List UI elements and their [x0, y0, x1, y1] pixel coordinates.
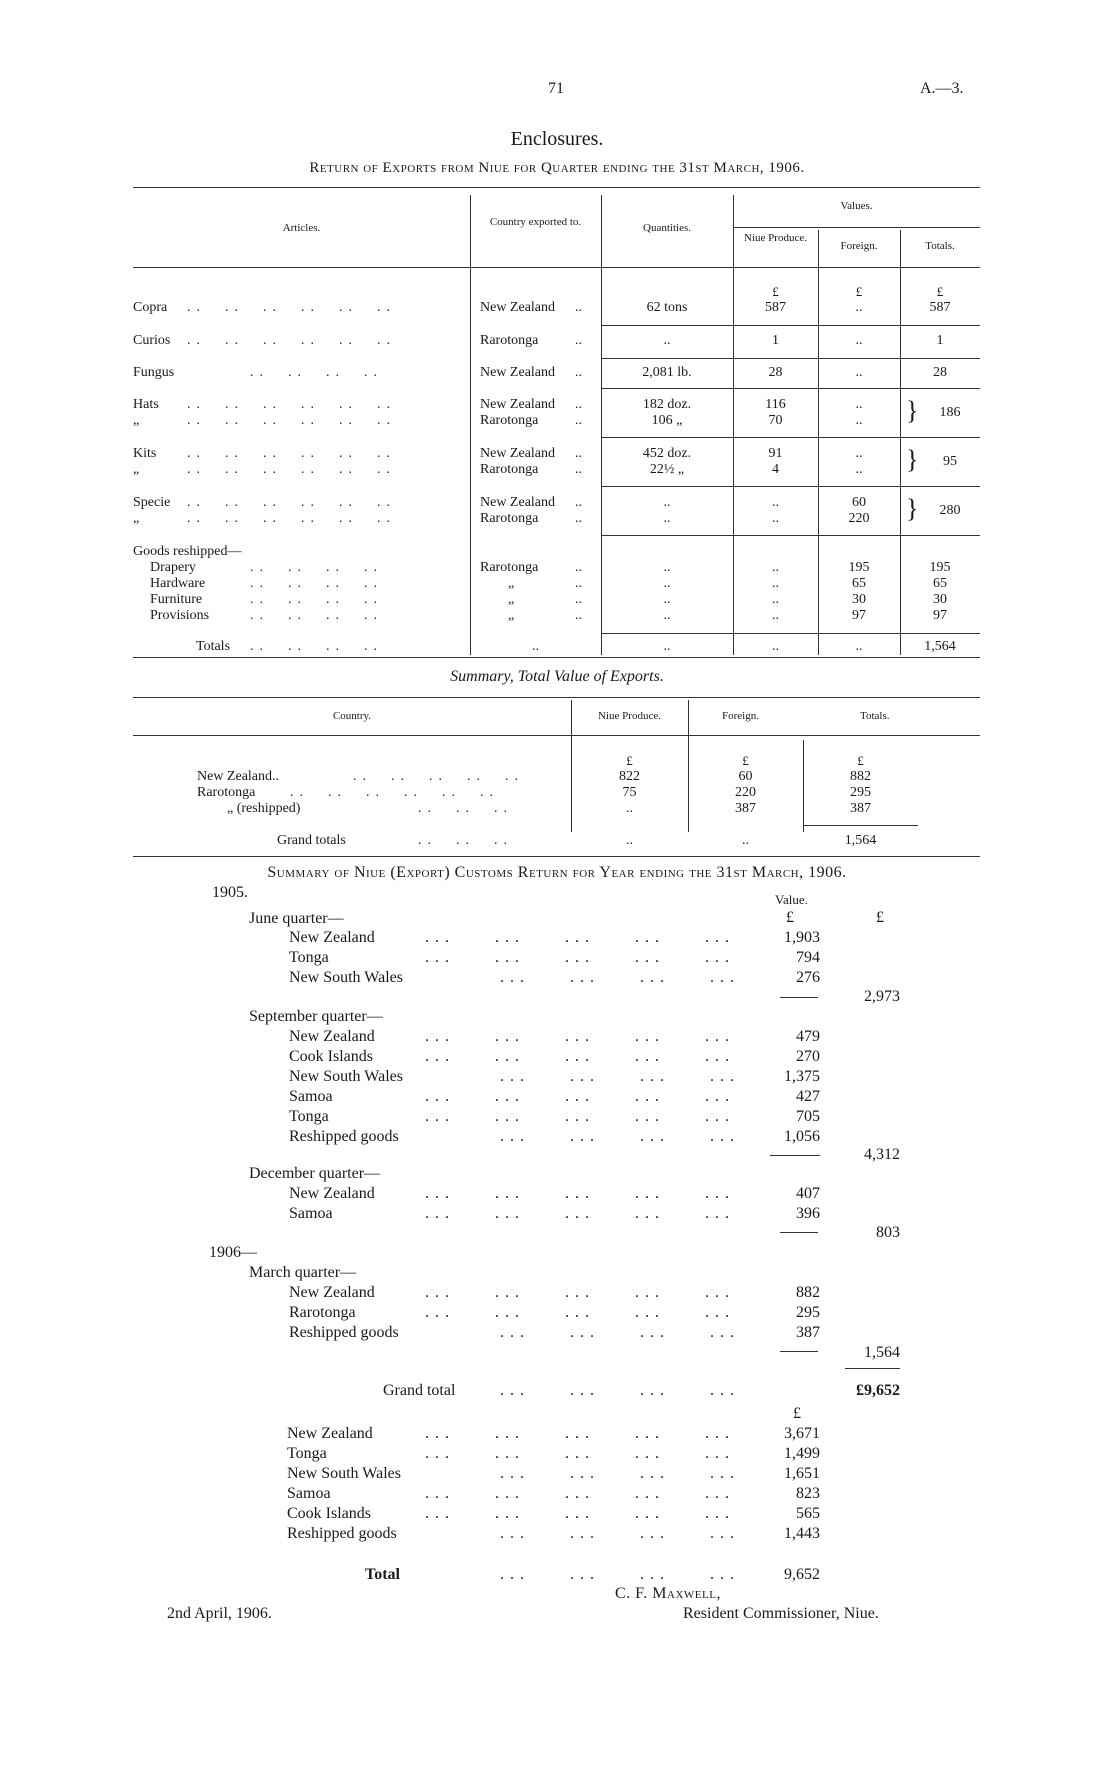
header-country: Country. — [332, 710, 372, 722]
table-rule — [601, 535, 980, 536]
year-label: 1906— — [209, 1244, 257, 1261]
place-cell: New South Wales — [289, 969, 403, 986]
place-cell: New Zealand — [289, 1185, 375, 1202]
grand-total-label: Grand total — [383, 1382, 456, 1399]
table-rule — [133, 697, 980, 698]
total-label: Total — [365, 1566, 400, 1583]
article-cell: Kits — [133, 446, 157, 461]
niue-cell: .. — [772, 639, 779, 654]
value-cell: 3,671 — [784, 1425, 820, 1442]
document-ref: A.—3. — [920, 80, 964, 97]
niue-cell: .. — [772, 608, 779, 623]
place-cell: Samoa — [287, 1485, 331, 1502]
article-cell: „ — [133, 413, 140, 428]
header-totals: Totals. — [925, 240, 955, 252]
country-cell: Rarotonga — [480, 511, 539, 526]
article-cell: Furniture — [150, 592, 203, 607]
total-cell: 587 — [929, 300, 951, 315]
grand-total-cell: 1,564 — [924, 639, 956, 654]
grand-total-cell: 1,564 — [844, 833, 877, 848]
header-quantities: Quantities. — [643, 222, 691, 234]
leader-dots: ... ... ... ... — [500, 1566, 740, 1583]
leader-dots: ... ... ... ... ... — [425, 1088, 735, 1105]
subtotal-rule — [780, 997, 818, 998]
article-cell: Drapery — [150, 560, 196, 575]
table-rule — [601, 358, 980, 359]
country-cell: „ — [508, 608, 515, 623]
article-cell: Specie — [133, 495, 171, 510]
country-cell: „ (reshipped) — [227, 801, 301, 816]
place-cell: New South Wales — [289, 1068, 403, 1085]
leader-dots: .. — [575, 511, 582, 526]
total-cell: 97 — [933, 608, 947, 623]
quantity-cell: .. — [663, 511, 671, 526]
place-cell: Tonga — [289, 1108, 329, 1125]
leader-dots: .. .. .. .. .. .. — [187, 511, 396, 526]
quantity-cell: 452 doz. — [642, 446, 692, 461]
niue-cell: .. — [626, 801, 633, 816]
foreign-cell: 387 — [735, 801, 756, 816]
niue-cell: 70 — [768, 413, 783, 428]
subtotal-cell: 4,312 — [864, 1146, 900, 1163]
niue-cell: .. — [772, 495, 779, 510]
leader-dots: ... ... ... ... ... — [425, 1205, 735, 1222]
leader-dots: .. .. .. .. .. .. — [290, 785, 499, 800]
customs-title: Summary of Niue (Export) Customs Return for Year ending the 31st March, 1906. — [267, 864, 847, 881]
total-cell: 882 — [850, 769, 871, 784]
total-cell: 295 — [850, 785, 871, 800]
table-rule — [601, 437, 980, 438]
foreign-cell: 220 — [735, 785, 756, 800]
subtotal-rule — [770, 1155, 820, 1156]
niue-cell: .. — [772, 592, 779, 607]
country-cell: New Zealand — [480, 446, 556, 461]
value-cell: 427 — [796, 1088, 820, 1105]
place-cell: New Zealand — [287, 1425, 373, 1442]
table-rule — [601, 388, 980, 389]
foreign-cell: .. — [855, 365, 863, 380]
leader-dots: .. — [575, 413, 582, 428]
quantity-cell: .. — [663, 592, 671, 607]
total-cell: 387 — [850, 801, 871, 816]
leader-dots: .. .. .. .. .. .. — [187, 495, 396, 510]
subtotal-cell: 2,973 — [864, 988, 900, 1005]
grand-total-value: £9,652 — [856, 1382, 900, 1399]
leader-dots: .. .. .. .. .. .. — [187, 413, 396, 428]
country-cell: Rarotonga — [480, 413, 539, 428]
header-country: Country exported to. — [489, 216, 582, 228]
niue-cell: 91 — [768, 446, 783, 461]
brace-glyph: } — [906, 445, 919, 474]
article-cell: Hardware — [150, 576, 206, 591]
leader-dots: .. — [575, 365, 582, 380]
leader-dots: ... ... ... ... — [500, 1324, 740, 1341]
table-rule — [733, 227, 980, 228]
place-cell: Reshipped goods — [289, 1128, 399, 1145]
total-cell: 195 — [929, 560, 951, 575]
country-cell: New Zealand — [480, 300, 556, 315]
year-label: 1905. — [212, 884, 248, 901]
header-totals: Totals. — [860, 710, 890, 722]
leader-dots: ... ... ... ... — [500, 1465, 740, 1482]
header-foreign: Foreign. — [722, 710, 759, 722]
article-cell: Copra — [133, 300, 168, 315]
subtotal-cell: 803 — [876, 1224, 900, 1241]
place-cell: Cook Islands — [289, 1048, 373, 1065]
subtotal-rule — [845, 1368, 900, 1369]
value-cell: 565 — [796, 1505, 820, 1522]
niue-cell: 28 — [768, 365, 783, 380]
place-cell: Samoa — [289, 1205, 333, 1222]
leader-dots: .. .. .. — [418, 833, 513, 848]
place-cell: New South Wales — [287, 1465, 401, 1482]
leader-dots: ... ... ... ... ... — [425, 1304, 735, 1321]
place-cell: Rarotonga — [289, 1304, 356, 1321]
total-value: 9,652 — [784, 1566, 820, 1583]
country-cell: „ — [508, 576, 515, 591]
niue-cell: .. — [772, 560, 779, 575]
foreign-cell: 65 — [852, 576, 866, 591]
leader-dots: .. — [575, 300, 582, 315]
leader-dots: .. — [575, 608, 582, 623]
leader-dots: .. .. .. .. — [250, 592, 383, 607]
leader-dots: ... ... ... ... ... — [425, 1048, 735, 1065]
header-foreign: Foreign. — [840, 240, 878, 252]
leader-dots: .. — [575, 592, 582, 607]
leader-dots: .. — [575, 576, 582, 591]
country-cell: „ — [508, 592, 515, 607]
leader-dots: ... ... ... ... — [500, 1525, 740, 1542]
country-cell: New Zealand.. — [197, 769, 280, 784]
place-cell: Tonga — [289, 949, 329, 966]
leader-dots: ... ... ... ... ... — [425, 1108, 735, 1125]
value-cell: 407 — [796, 1185, 820, 1202]
quantity-cell: 182 doz. — [642, 397, 692, 412]
table-rule — [601, 325, 980, 326]
leader-dots: .. .. .. .. — [250, 608, 383, 623]
foreign-cell: 60 — [738, 769, 753, 784]
place-cell: New Zealand — [289, 1028, 375, 1045]
leader-dots: ... ... ... ... ... — [425, 1284, 735, 1301]
value-cell: 479 — [796, 1028, 820, 1045]
quantity-cell: .. — [663, 608, 671, 623]
leader-dots: .. — [575, 446, 582, 461]
table-rule — [133, 187, 980, 188]
table-rule — [601, 486, 980, 487]
foreign-cell: .. — [855, 446, 863, 461]
value-cell: 882 — [796, 1284, 820, 1301]
value-cell: 1,499 — [784, 1445, 820, 1462]
subtotal-rule — [780, 1232, 818, 1233]
pound-sign: £ — [626, 753, 633, 768]
value-cell: 295 — [796, 1304, 820, 1321]
quarter-label: December quarter— — [249, 1165, 381, 1182]
quantity-cell: .. — [663, 576, 671, 591]
total-cell: 30 — [933, 592, 947, 607]
table-rule — [133, 735, 980, 736]
article-cell: „ — [133, 462, 140, 477]
quantity-cell: .. — [663, 333, 671, 348]
country-cell: New Zealand — [480, 495, 556, 510]
table-rule — [601, 633, 980, 634]
foreign-cell: .. — [855, 397, 863, 412]
niue-cell: 1 — [772, 333, 779, 348]
leader-dots: .. — [575, 397, 582, 412]
leader-dots: ... ... ... ... ... — [425, 1185, 735, 1202]
pound-sign: £ — [876, 909, 884, 926]
place-cell: Reshipped goods — [289, 1324, 399, 1341]
foreign-cell: .. — [855, 333, 863, 348]
quantity-cell: .. — [663, 560, 671, 575]
pound-sign: £ — [742, 753, 749, 768]
leader-dots: ... ... ... ... ... — [425, 1425, 735, 1442]
article-cell: Hats — [133, 397, 159, 412]
country-cell: .. — [532, 639, 539, 654]
country-cell: Rarotonga — [480, 462, 539, 477]
country-cell: New Zealand — [480, 397, 556, 412]
foreign-cell: .. — [855, 462, 863, 477]
foreign-cell: 97 — [852, 608, 866, 623]
leader-dots: .. — [575, 333, 582, 348]
table-rule — [133, 856, 980, 857]
leader-dots: .. .. .. .. .. — [353, 769, 524, 784]
value-cell: 1,056 — [784, 1128, 820, 1145]
total-cell: 280 — [939, 503, 961, 518]
country-cell: Rarotonga — [197, 785, 256, 800]
quantity-cell: 2,081 lb. — [642, 365, 692, 380]
leader-dots: ... ... ... ... ... — [425, 1445, 735, 1462]
leader-dots: .. .. .. .. — [250, 365, 383, 380]
place-cell: New Zealand — [289, 929, 375, 946]
foreign-cell: .. — [742, 833, 749, 848]
pound-sign: £ — [772, 284, 779, 299]
col-divider — [470, 195, 471, 655]
pound-sign: £ — [786, 909, 794, 926]
subtotal-cell: 1,564 — [864, 1344, 900, 1361]
header-niue-produce: Niue Produce. — [744, 232, 807, 244]
totals-label: Totals — [196, 639, 231, 654]
article-cell: Provisions — [150, 608, 210, 623]
pound-sign: £ — [936, 284, 944, 299]
leader-dots: ... ... ... ... — [500, 969, 740, 986]
value-cell: 705 — [796, 1108, 820, 1125]
total-cell: 28 — [933, 365, 947, 380]
niue-cell: 822 — [619, 769, 640, 784]
total-cell: 1 — [936, 333, 944, 348]
article-cell: Fungus — [133, 365, 175, 380]
country-cell: Rarotonga — [480, 333, 539, 348]
signatory-name: C. F. Maxwell, — [615, 1585, 721, 1602]
table-rule — [803, 825, 918, 826]
quantity-cell: 106 „ — [651, 413, 683, 428]
place-cell: Reshipped goods — [287, 1525, 397, 1542]
country-cell: Rarotonga — [480, 560, 539, 575]
value-cell: 396 — [796, 1205, 820, 1222]
foreign-cell: 30 — [852, 592, 866, 607]
leader-dots: .. .. .. .. .. .. — [187, 333, 396, 348]
foreign-cell: 220 — [848, 511, 870, 526]
header-values: Values. — [840, 200, 873, 212]
place-cell: Tonga — [287, 1445, 327, 1462]
niue-cell: 4 — [772, 462, 779, 477]
value-cell: 270 — [796, 1048, 820, 1065]
summary-title: Summary, Total Value of Exports. — [450, 668, 664, 685]
value-cell: 1,651 — [784, 1465, 820, 1482]
value-cell: 1,375 — [784, 1068, 820, 1085]
table-rule — [133, 267, 980, 268]
leader-dots: ... ... ... ... — [500, 1128, 740, 1145]
place-cell: Cook Islands — [287, 1505, 371, 1522]
total-cell: 95 — [943, 454, 957, 469]
leader-dots: ... ... ... ... ... — [425, 949, 735, 966]
total-cell: 65 — [933, 576, 947, 591]
leader-dots: .. — [575, 462, 582, 477]
foreign-cell: 195 — [848, 560, 870, 575]
leader-dots: ... ... ... ... ... — [425, 1505, 735, 1522]
foreign-cell: .. — [855, 413, 863, 428]
leader-dots: .. .. .. .. — [250, 560, 383, 575]
subtotal-rule — [780, 1351, 818, 1352]
page-subtitle: Return of Exports from Niue for Quarter ending the 31st March, 1906. — [309, 160, 805, 176]
foreign-cell: .. — [855, 639, 863, 654]
leader-dots: ... ... ... ... ... — [425, 1028, 735, 1045]
value-cell: 276 — [796, 969, 820, 986]
signatory-position: Resident Commissioner, Niue. — [683, 1605, 879, 1622]
value-cell: 823 — [796, 1485, 820, 1502]
value-header: Value. — [775, 892, 808, 907]
leader-dots: .. .. .. .. .. .. — [187, 300, 396, 315]
pound-sign: £ — [855, 284, 863, 299]
quarter-label: June quarter— — [249, 910, 344, 927]
leader-dots: .. .. .. .. .. .. — [187, 462, 396, 477]
article-group-label: Goods reshipped— — [133, 544, 242, 559]
brace-glyph: } — [906, 494, 919, 523]
niue-cell: .. — [626, 833, 633, 848]
foreign-cell: 60 — [852, 495, 866, 510]
leader-dots: .. .. .. .. — [250, 576, 383, 591]
niue-cell: 75 — [622, 785, 637, 800]
quantity-cell: 22½ „ — [649, 462, 685, 477]
leader-dots: .. — [575, 560, 582, 575]
quantity-cell: 62 tons — [646, 300, 688, 315]
header-articles: Articles. — [282, 222, 321, 234]
article-cell: Curios — [133, 333, 171, 348]
header-niue-produce: Niue Produce. — [598, 710, 661, 722]
article-cell: „ — [133, 511, 140, 526]
page-title: Enclosures. — [510, 128, 604, 150]
pound-sign: £ — [857, 753, 864, 768]
leader-dots: ... ... ... ... ... — [425, 1485, 735, 1502]
brace-glyph: } — [906, 396, 919, 425]
leader-dots: ... ... ... ... ... — [425, 929, 735, 946]
leader-dots: .. .. .. — [418, 801, 513, 816]
document-date: 2nd April, 1906. — [167, 1605, 272, 1622]
leader-dots: .. .. .. .. — [250, 639, 383, 654]
quantity-cell: .. — [663, 639, 671, 654]
place-cell: Samoa — [289, 1088, 333, 1105]
value-cell: 387 — [796, 1324, 820, 1341]
leader-dots: .. .. .. .. .. .. — [187, 446, 396, 461]
pound-sign: £ — [793, 1405, 801, 1422]
grand-totals-label: Grand totals — [277, 833, 346, 848]
niue-cell: 116 — [765, 397, 786, 412]
value-cell: 1,903 — [784, 929, 820, 946]
page-number: 71 — [548, 80, 564, 97]
leader-dots: ... ... ... ... — [500, 1382, 740, 1399]
quarter-label: March quarter— — [249, 1264, 357, 1281]
table-rule — [133, 657, 980, 658]
place-cell: New Zealand — [289, 1284, 375, 1301]
value-cell: 1,443 — [784, 1525, 820, 1542]
leader-dots: .. — [575, 495, 582, 510]
total-cell: 186 — [939, 405, 961, 420]
value-cell: 794 — [796, 949, 820, 966]
niue-cell: 587 — [765, 300, 786, 315]
foreign-cell: .. — [855, 300, 863, 315]
leader-dots: ... ... ... ... — [500, 1068, 740, 1085]
niue-cell: .. — [772, 511, 779, 526]
leader-dots: .. .. .. .. .. .. — [187, 397, 396, 412]
quantity-cell: .. — [663, 495, 671, 510]
country-cell: New Zealand — [480, 365, 556, 380]
quarter-label: September quarter— — [249, 1008, 383, 1025]
niue-cell: .. — [772, 576, 779, 591]
